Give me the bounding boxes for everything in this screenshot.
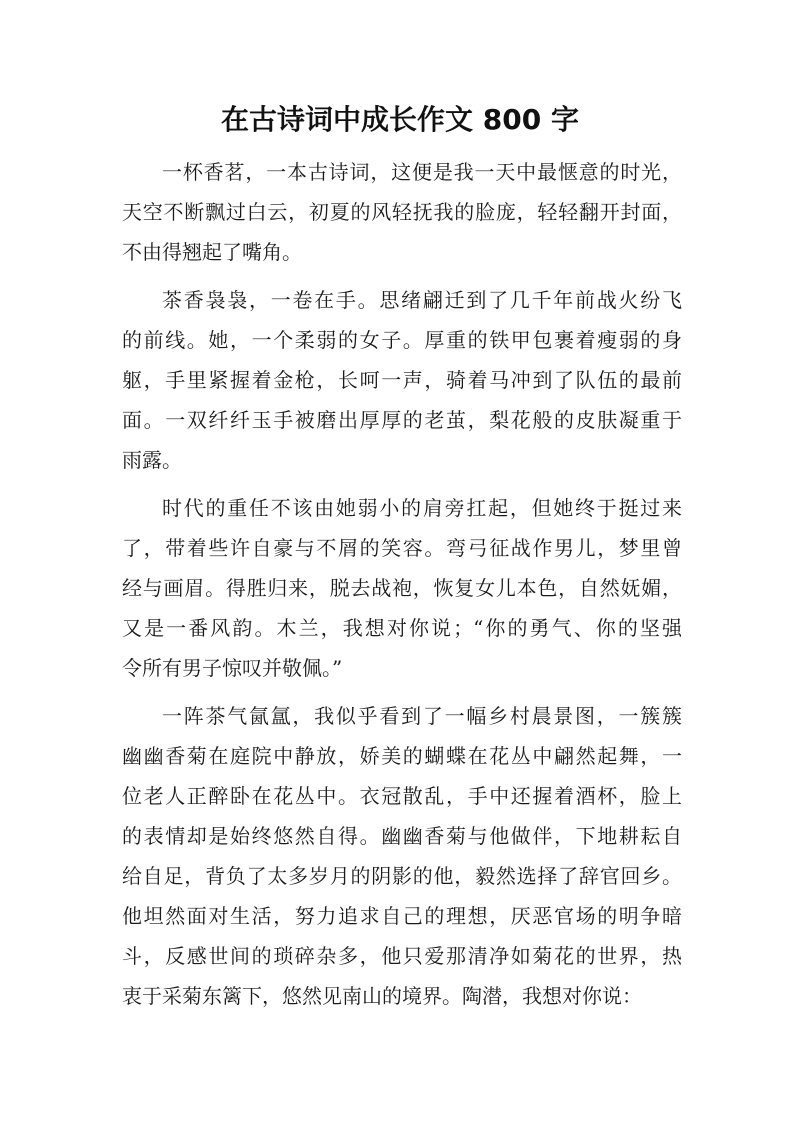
text-line: 位老人正醉卧在花丛中。衣冠散乱，手中还握着酒杯，脸上 <box>122 784 682 808</box>
text-line: 雨露。 <box>122 448 182 472</box>
document-title: 在古诗词中成长作文 800 字 <box>221 103 579 136</box>
text-line: 衷于采菊东篱下，悠然见南山的境界。陶潜，我想对你说： <box>122 984 642 1008</box>
text-line: 茶香袅袅，一卷在手。思绪翩迁到了几千年前战火纷飞 <box>162 288 682 312</box>
paragraph <box>122 488 682 688</box>
text-line: 的前线。她，一个柔弱的女子。厚重的铁甲包裹着瘦弱的身 <box>122 328 682 352</box>
text-line: 的表情却是始终悠然自得。幽幽香菊与他做伴，下地耕耘自 <box>122 824 682 848</box>
text-line: 经与画眉。得胜归来，脱去战袍，恢复女儿本色，自然妩媚， <box>122 576 682 600</box>
text-line: 了，带着些许自豪与不屑的笑容。弯弓征战作男儿，梦里曾 <box>122 536 682 560</box>
text-line: 幽幽香菊在庭院中静放，娇美的蝴蝶在花丛中翩然起舞，一 <box>122 744 682 768</box>
text-line: 给自足，背负了太多岁月的阴影的他，毅然选择了辞官回乡。 <box>122 864 682 888</box>
text-line: 又是一番风韵。木兰，我想对你说；“你的勇气、你的坚强 <box>122 616 682 640</box>
text-line: 躯，手里紧握着金枪，长呵一声，骑着马冲到了队伍的最前 <box>122 368 682 392</box>
text-line: 时代的重任不该由她弱小的肩旁扛起，但她终于挺过来 <box>162 496 682 520</box>
paragraph <box>122 696 682 1016</box>
text-line: 令所有男子惊叹并敬佩。” <box>122 656 343 680</box>
document-body <box>122 152 682 1016</box>
text-line: 面。一双纤纤玉手被磨出厚厚的老茧，梨花般的皮肤凝重于 <box>122 408 682 432</box>
text-line: 一杯香茗，一本古诗词，这便是我一天中最惬意的时光， <box>162 160 682 184</box>
text-line: 天空不断飘过白云，初夏的风轻抚我的脸庞，轻轻翻开封面， <box>122 200 682 224</box>
paragraph <box>122 280 682 480</box>
text-line: 不由得翘起了嘴角。 <box>122 240 302 264</box>
paragraph <box>122 152 682 272</box>
text-line: 一阵茶气氤氲，我似乎看到了一幅乡村晨景图，一簇簇 <box>162 704 682 728</box>
text-line: 斗，反感世间的琐碎杂多，他只爱那清净如菊花的世界，热 <box>122 944 682 968</box>
text-line: 他坦然面对生活，努力追求自己的理想，厌恶官场的明争暗 <box>122 904 682 928</box>
